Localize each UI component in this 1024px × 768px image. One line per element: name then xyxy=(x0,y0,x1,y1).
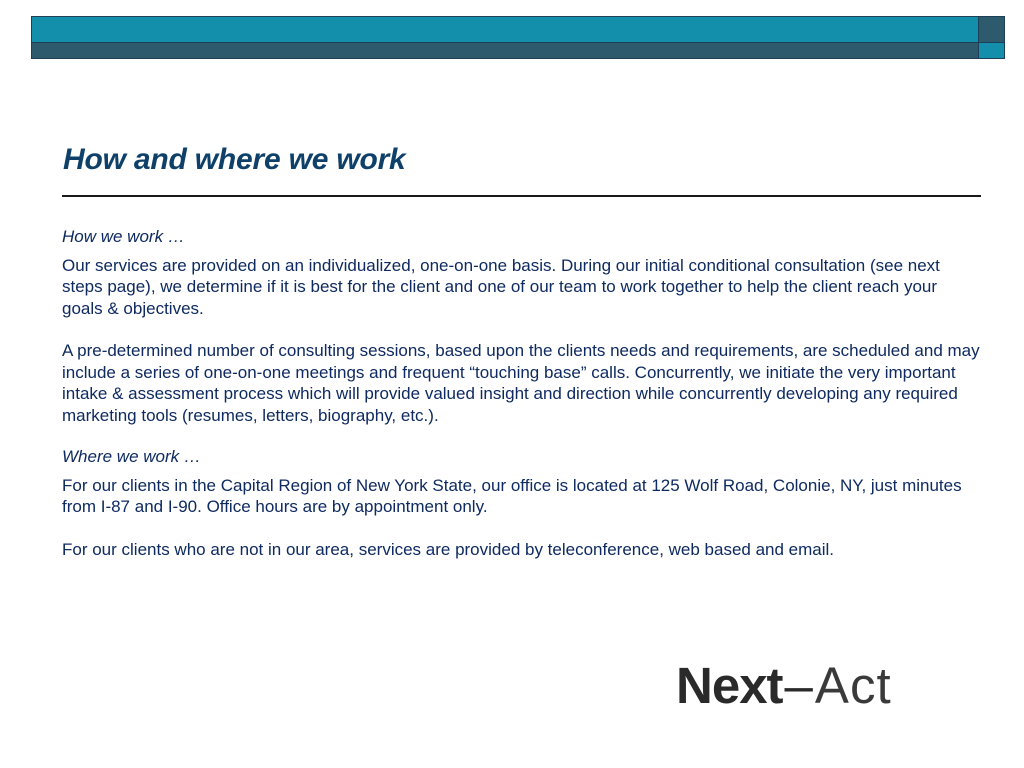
banner-bottom-square xyxy=(978,42,1005,59)
banner-top-bar xyxy=(31,16,979,43)
logo-act-text: Act xyxy=(814,657,892,714)
header-banner xyxy=(31,16,1005,59)
where-we-work-paragraph-2: For our clients who are not in our area, services are provided by teleconference, web based and email. xyxy=(62,539,835,559)
where-we-work-heading: Where we work … xyxy=(62,447,201,466)
banner-top-square xyxy=(978,16,1005,43)
title-divider xyxy=(62,195,981,197)
how-we-work-paragraph-1: Our services are provided on an individualized, one-on-one basis. During our initial conditional consultation (see next steps page), we determine if it is best for the client and one of our team to work together to help the client reach your goals & objectives. xyxy=(62,255,940,318)
next-act-logo xyxy=(676,656,892,716)
how-we-work-heading: How we work … xyxy=(62,227,185,246)
slide-body xyxy=(62,226,982,560)
banner-bottom-bar xyxy=(31,42,979,59)
slide-title: How and where we work xyxy=(63,143,406,176)
logo-next-text: Next xyxy=(676,657,783,714)
where-we-work-paragraph-1: For our clients in the Capital Region of New York State, our office is located at 125 Wolf Road, Colonie, NY, just minutes from I-87 and I-90. Office hours are by appointment only. xyxy=(62,475,962,516)
logo-dash: – xyxy=(784,657,813,714)
how-we-work-paragraph-2: A pre-determined number of consulting sessions, based upon the clients needs and requirements, are scheduled and may include a series of one-on-one meetings and frequent “touching base” calls. Concurrently, we initiate the very important intake & assessment process which will provide valued insight and direction while concurrently developing any required marketing tools (resumes, letters, biography, etc.). xyxy=(62,341,980,425)
